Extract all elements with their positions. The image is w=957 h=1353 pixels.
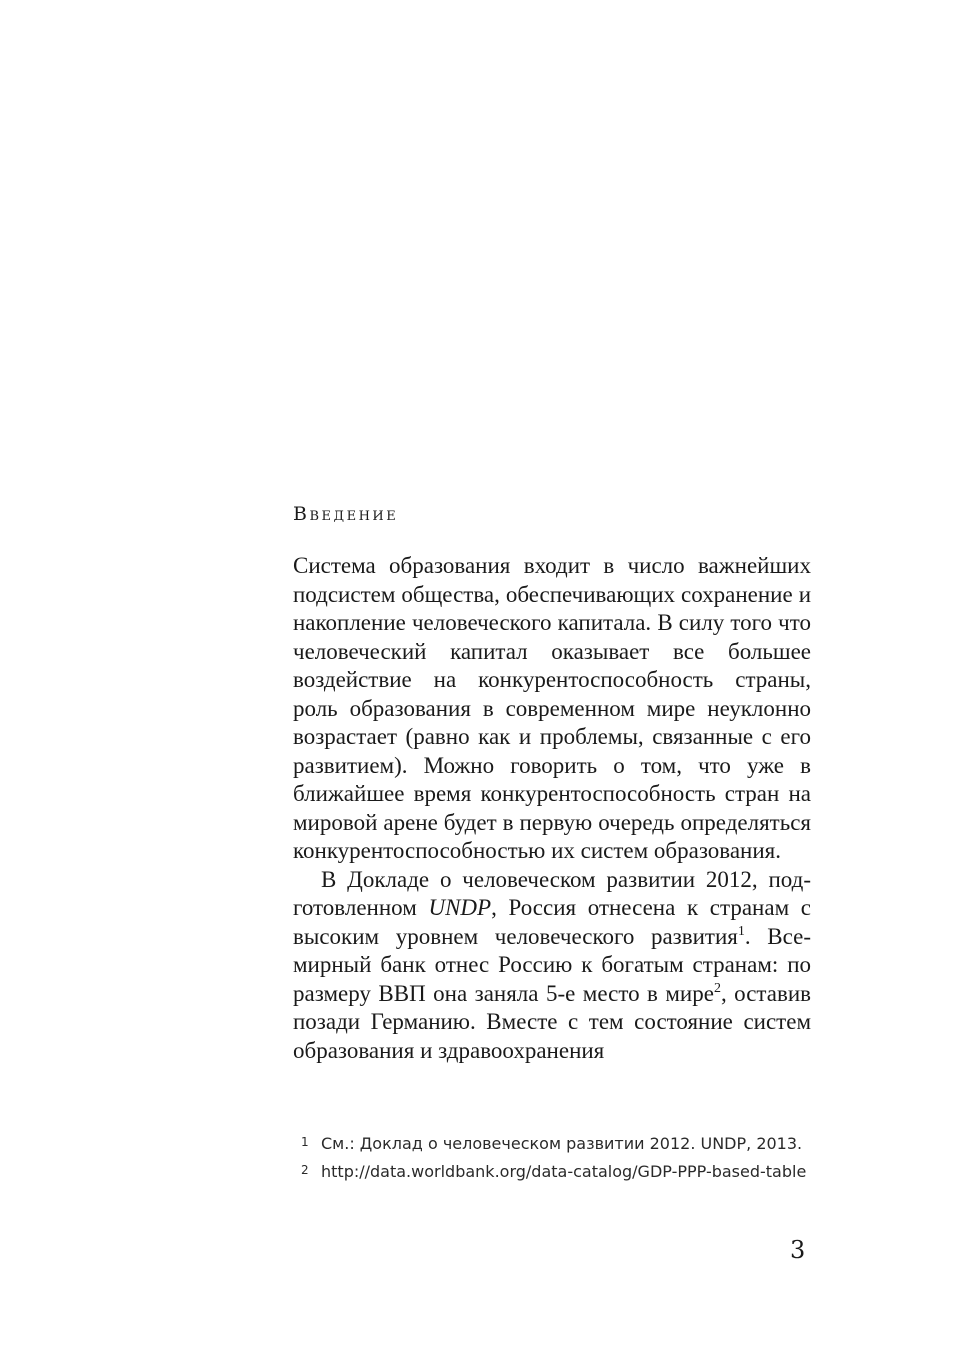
- paragraph-2-text-1: В Докладе о человеческом развитии 2012, подготовленном: [293, 866, 811, 920]
- footnote-2-link[interactable]: http://data.worldbank.org/data-catalog/GDP-PPP-based-table: [321, 1162, 807, 1181]
- footnote-2: [293, 1159, 813, 1185]
- footnote-1: [293, 1131, 813, 1157]
- footnotes: [293, 1131, 813, 1187]
- paragraph-2: [293, 866, 811, 1066]
- paragraph-2-text-4: , оставив позади Германию. Вместе с тем состояние систем образования и здравоохранения: [293, 980, 811, 1063]
- footnote-2-number: 2: [301, 1163, 309, 1177]
- body-text: [293, 552, 811, 1065]
- paragraph-1: Система образования входит в число важнейших подсистем общества, обеспечивающих сохранение и накопление человеческого капитала. В силу того что человеческий капитал оказывает все большее воздействие на конкурентоспособность страны, роль образования в современном мире неуклонно возрастает (равно как и проблемы, связанные с его развитием). Можно говорить о том, что уже в ближайшее время конкурентоспособность стран на мировой арене будет в первую очередь определяться конкурентоспособностью их систем образования.: [293, 553, 811, 863]
- paragraph-2-text-2: , Россия отнесена к странам с высоким уровнем человеческого развития: [293, 895, 811, 949]
- paragraph-2-text-3: . Всемирный банк отнес Россию к богатым странам: по размеру ВВП она заняла 5-е место в мире: [293, 923, 811, 1006]
- page-number: 3: [790, 1236, 806, 1264]
- footnote-ref-1: 1: [737, 923, 745, 939]
- section-heading: Введение: [293, 503, 399, 525]
- footnote-ref-2: 2: [713, 980, 721, 996]
- footnote-1-number: 1: [301, 1135, 309, 1149]
- footnote-1-text: См.: Доклад о человеческом развитии 2012. UNDP, 2013.: [321, 1134, 803, 1153]
- undp-italic: UNDP: [428, 895, 492, 920]
